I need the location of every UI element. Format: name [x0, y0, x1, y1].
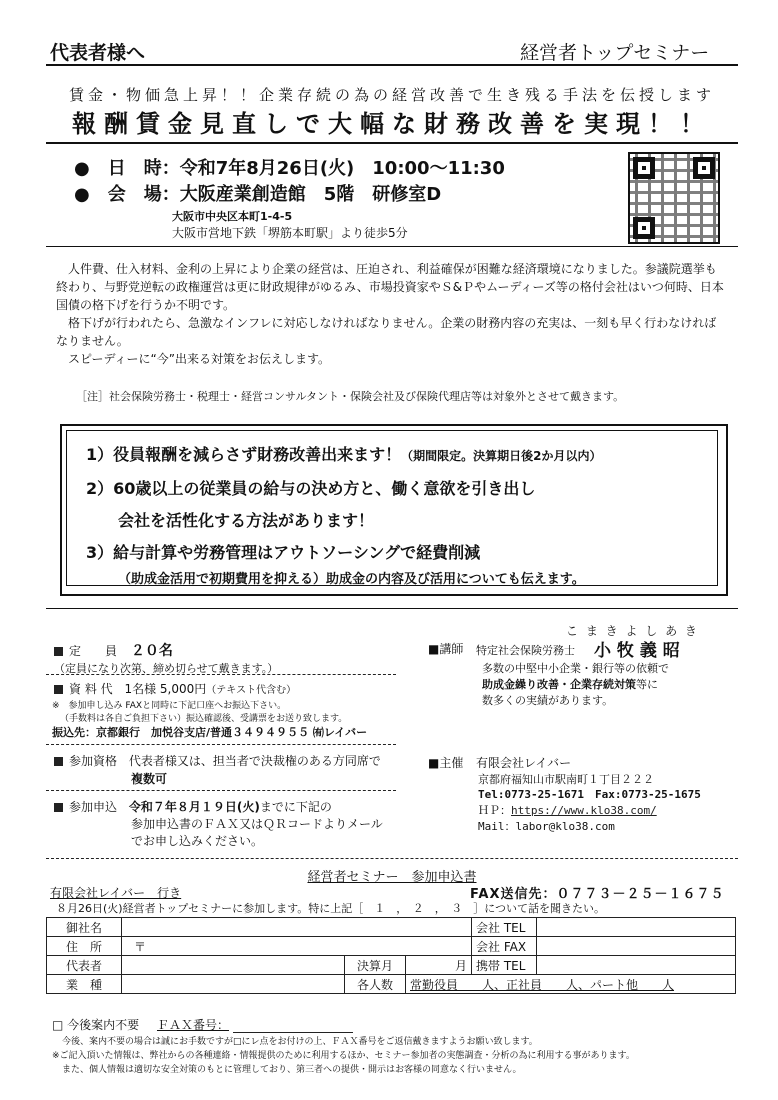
headcount-input[interactable]: 常勤役員 人、正社員 人、パート他 人: [406, 975, 736, 994]
form-fax-number: FAX送信先：０７７３－２５－１６７５: [470, 887, 725, 902]
point-1-main: 1）役員報酬を減らさず財務改善出来ます！: [86, 445, 402, 464]
representative-label: 代表者: [47, 956, 122, 975]
details-divider-3: [46, 790, 396, 791]
venue-label: ● 会 場：: [74, 184, 180, 205]
company-label: 御社名: [47, 918, 122, 937]
optout-checkbox[interactable]: □ 今後案内不要: [52, 1018, 140, 1032]
form-recipient: 有限会社レイバー 行き: [50, 886, 182, 900]
cut-line: [46, 858, 738, 859]
details-divider-2: [46, 744, 396, 745]
lecturer-desc-2: [482, 676, 658, 692]
tel-input[interactable]: [537, 918, 736, 937]
qualification-label: 参加資格: [69, 754, 118, 768]
intro-paragraph-1: 人件費、仕入材料、金利の上昇により企業の経営は、圧迫され、利益確保が困難な経済環境になりました。参議院選挙も終わり、与野党逆転の政権運営は更に財政規律がゆるみ、市場投資家やＳ&Ｐやムーディーズ等の格付会社はいつ何時、日本国債の格下げを行うか不明です。: [56, 262, 724, 312]
capacity-row: [54, 640, 394, 676]
headline-main: 報酬賃金見直しで大幅な財務改善を実現！！: [72, 110, 712, 138]
apply-row: [54, 798, 332, 815]
apply-text-3: でお申し込みください。: [131, 834, 264, 848]
organizer-company: 有限会社レイバー: [476, 756, 572, 770]
postal-mark: 〒: [134, 939, 147, 954]
greeting-title: 代表者様へ: [50, 42, 146, 64]
fiscal-month-unit: 月: [454, 958, 467, 973]
capacity-value: ２０名: [130, 643, 173, 659]
optout-row: [52, 1016, 353, 1033]
lecturer-desc-2-rest: 等に: [636, 678, 658, 691]
headline-subtitle: 賃金・物価急上昇！！企業存続の為の経営改善で生き残る手法を伝授します: [68, 86, 715, 104]
application-form-table: [46, 917, 736, 994]
form-row-company: [47, 918, 736, 937]
fee-info-2: （手数料は各自ご負担下さい）振込確認後、受講票をお送り致します。: [60, 714, 348, 724]
form-title-text: 経営者セミナー 参加申込書: [307, 870, 477, 885]
address-input[interactable]: [122, 937, 472, 956]
square-bullet-icon: [54, 757, 63, 766]
industry-label: 業 種: [47, 975, 122, 994]
lecturer-ruby: こ ま き よ し あ き: [566, 624, 699, 638]
footer-note-1: 今後、案内不要の場合は誠にお手数ですが□にレ点をお付けの上、ＦＡＸ番号をご返信戴きますようお願い致します。: [62, 1037, 538, 1047]
point-1: [86, 442, 602, 465]
apply-text-1: までに下記の: [259, 800, 332, 814]
points-rule: [46, 608, 738, 609]
form-row-representative: [47, 956, 736, 975]
optout-fax-label: ＦＡＸ番号：: [156, 1018, 229, 1032]
qualification-value-2: 複数可: [131, 772, 168, 786]
intro-paragraph-2: 格下げが行われたら、急激なインフレに対応しなければなりません。企業の財務内容の充実は、一刻も早く行わなければなりません。: [56, 316, 717, 348]
details-divider-1: [46, 674, 396, 675]
qualification-row: [54, 752, 381, 769]
headcount-label: 各人数: [345, 975, 406, 994]
date-label: ● 日 時：: [74, 158, 180, 179]
address-label: 住 所: [47, 937, 122, 956]
point-2-line-2: 会社を活性化する方法があります！: [118, 511, 375, 530]
lecturer-desc-3: 数多くの実績があります。: [482, 694, 614, 707]
event-access: 大阪市営地下鉄「堺筋本町駅」より徒歩5分: [172, 226, 408, 240]
event-rule: [46, 246, 738, 247]
header-rule: [46, 64, 738, 66]
tel-label: 会社 TEL: [472, 918, 537, 937]
lecturer-desc-2-bold: 助成金繰り改善・企業存続対策: [482, 678, 636, 691]
qr-code[interactable]: [628, 152, 720, 244]
event-address: 大阪市中央区本町1-4-5: [172, 210, 293, 223]
square-bullet-icon: [54, 803, 63, 812]
representative-input[interactable]: [122, 956, 345, 975]
event-date: [74, 154, 505, 180]
form-row-address: [47, 937, 736, 956]
fiscal-label: 決算月: [345, 956, 406, 975]
footer-note-2: ※ご記入頂いた情報は、弊社からの各種連絡・情報提供のために利用するほか、セミナー参加者の実態調査・分析の為に利用する事があります。: [52, 1051, 635, 1061]
event-venue: [74, 180, 441, 206]
form-row-industry: [47, 975, 736, 994]
fax-input[interactable]: [537, 937, 736, 956]
point-3-sub: （助成金活用で初期費用を抑える）助成金の内容及び活用についても伝えます。: [118, 572, 585, 587]
organizer-hp: [478, 802, 657, 818]
fee-note: （テキスト代含む）: [206, 685, 297, 696]
optout-fax-input[interactable]: [233, 1032, 353, 1033]
capacity-label: 定 員: [69, 644, 118, 658]
mobile-input[interactable]: [537, 956, 736, 975]
intro-body: [56, 260, 726, 368]
fiscal-input[interactable]: [406, 956, 472, 975]
industry-input[interactable]: [122, 975, 345, 994]
intro-paragraph-3: スピーディーに“今”出来る対策をお伝えします。: [56, 352, 331, 366]
organizer-tel-fax: Tel:0773-25-1671 Fax:0773-25-1675: [478, 788, 701, 801]
lecturer-label: ■講師: [428, 642, 464, 656]
qr-finder-bottomleft: [633, 217, 655, 239]
organizer-mail[interactable]: Mail：labor@klo38.com: [478, 820, 615, 833]
fee-label: 資 料 代: [69, 682, 113, 696]
fax-label: 会社 FAX: [472, 937, 537, 956]
fee-value: 1名様 5,000円: [124, 682, 207, 696]
date-value: 令和7年8月26日(火) 10:00～11:30: [179, 158, 505, 179]
headline-rule: [46, 142, 738, 144]
mobile-label: 携帯 TEL: [472, 956, 537, 975]
venue-value: 大阪産業創造館 5階 研修室D: [179, 184, 442, 205]
point-3-main: 3）給与計算や労務管理はアウトソーシングで経費削減: [86, 543, 481, 562]
capacity-note: （定員になり次第、締め切らせて戴きます。）: [54, 662, 279, 675]
bank-account: 振込先：京都銀行 加悦谷支店/普通３４９４９５５ ㈲レイバー: [52, 726, 368, 739]
apply-text-2: 参加申込書のＦＡＸ又はＱＲコードよりメール: [131, 817, 383, 831]
organizer-address: 京都府福知山市駅南町１丁目２２２: [478, 773, 654, 786]
square-bullet-icon: [54, 647, 63, 656]
fee-row: [54, 680, 296, 697]
lecturer-desc-1: 多数の中堅中小企業・銀行等の依頼で: [482, 662, 669, 675]
footer-note-3: また、個人情報は適切な安全対策のもとに管理しており、第三者への提供・開示はお客様の同意なく行いません。: [62, 1065, 522, 1075]
lecturer-name: 小 牧 義 昭: [594, 641, 680, 661]
apply-label: 参加申込: [69, 800, 118, 814]
point-2-line-1: 2）60歳以上の従業員の給与の決め方と、働く意欲を引き出し: [86, 479, 536, 498]
form-intro: ８月26日(火)経営者トップセミナーに参加します。特に上記［ １ ， ２ ， ３ ］について話を聞きたい。: [56, 902, 606, 915]
apply-deadline: 令和７年８月１９日(火): [128, 800, 260, 814]
hp-link[interactable]: https://www.klo38.com/: [511, 804, 657, 817]
intro-note: ［注］社会保険労務士・税理士・経営コンサルタント・保険会社及び保険代理店等は対象外とさせて戴きます。: [76, 390, 625, 403]
seminar-label: 経営者トップセミナー: [520, 42, 710, 64]
qr-finder-topleft: [633, 157, 655, 179]
point-1-sub: （期間限定。決算期日後2か月以内）: [401, 449, 602, 463]
qr-finder-topright: [693, 157, 715, 179]
square-bullet-icon: [54, 685, 63, 694]
organizer-label: ■主催: [428, 756, 464, 770]
hp-label: ＨＰ：: [478, 804, 511, 817]
fee-info-1: ※ 参加申し込み FAXと同時に下記口座へお振込下さい。: [52, 701, 287, 711]
qualification-value-1: 代表者様又は、担当者で決裁権のある方同席で: [128, 754, 381, 768]
lecturer-title: 特定社会保険労務士: [476, 644, 575, 657]
company-input[interactable]: [122, 918, 472, 937]
